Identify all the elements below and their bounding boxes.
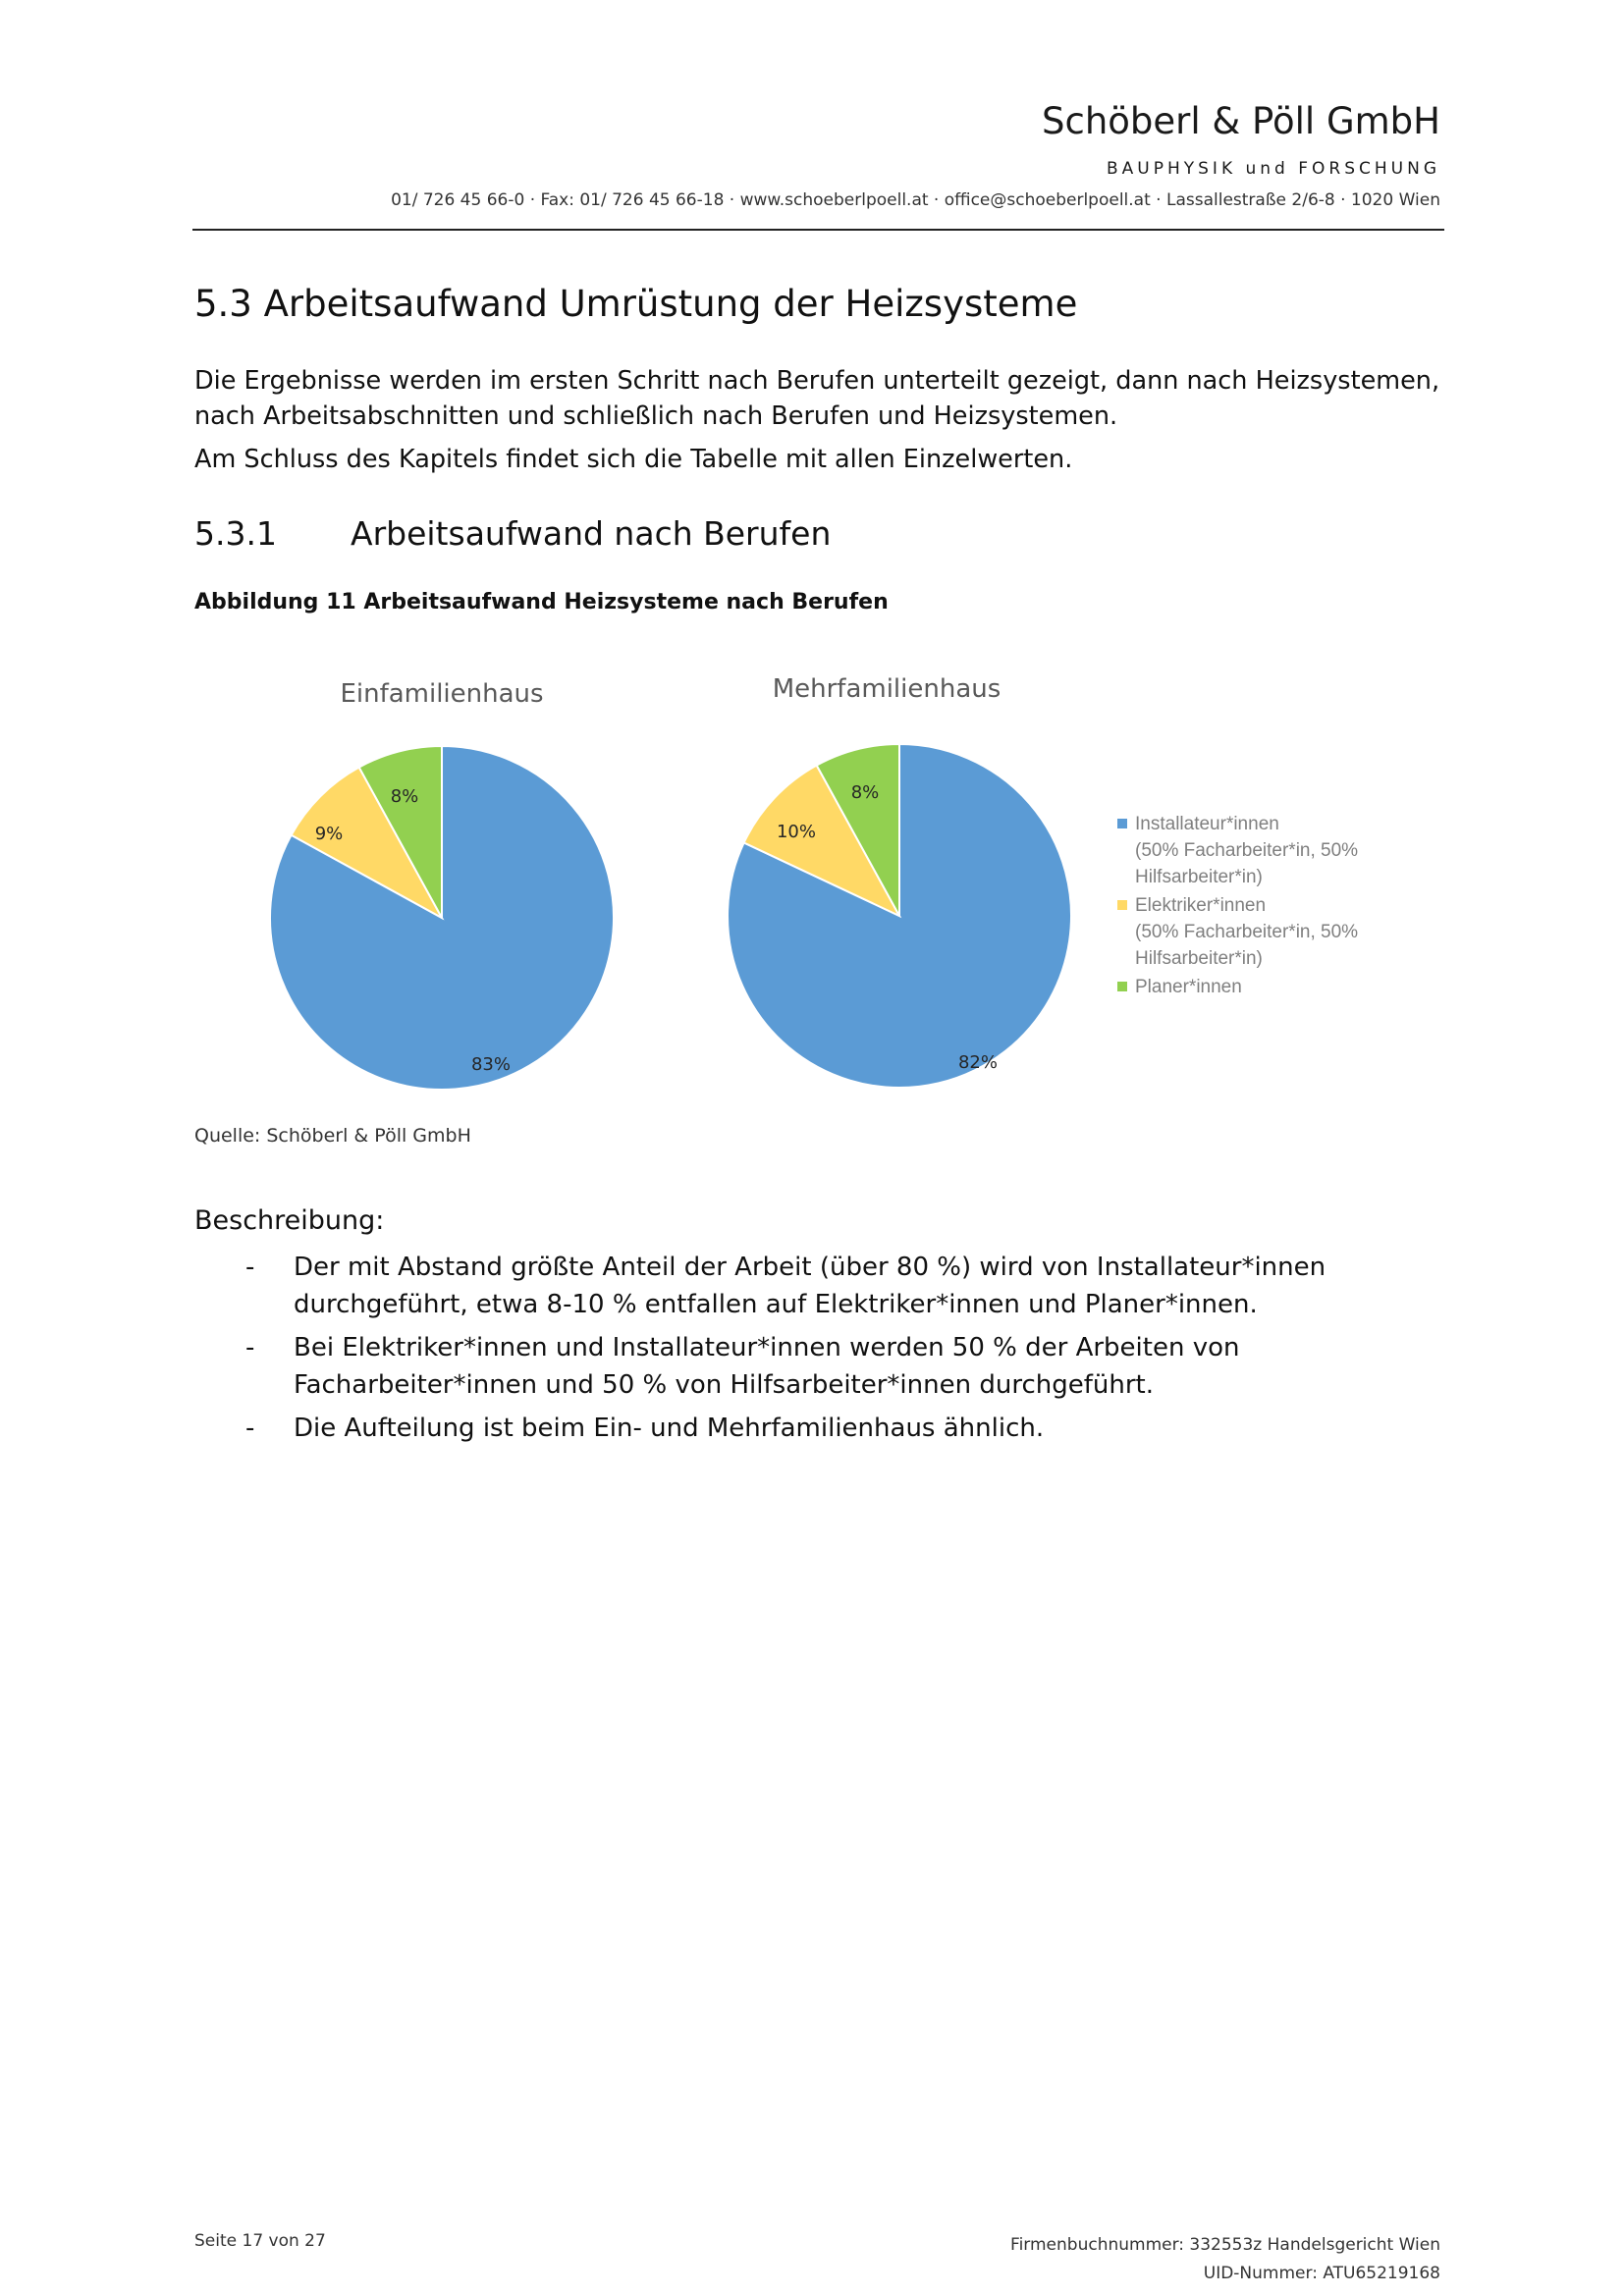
- list-item: [194, 1329, 1373, 1404]
- legend-swatch: [1117, 982, 1127, 991]
- intro-paragraph-1: Die Ergebnisse werden im ersten Schritt nach Berufen unterteilt gezeigt, dann nach Heizsystemen, nach Arbeitsabschnitten und schließlich nach Berufen und Heizsystemen.: [194, 366, 1440, 431]
- legend-swatch: [1117, 900, 1127, 910]
- data-label: 10%: [776, 822, 817, 842]
- legend-label: Hilfsarbeiter*in): [1135, 867, 1263, 887]
- figure-source: Quelle: Schöberl & Pöll GmbH: [194, 1125, 471, 1147]
- list-dash: -: [245, 1333, 255, 1362]
- list-item-text: Bei Elektriker*innen und Installateur*innen werden 50 % der Arbeiten von Facharbeiter*innen und 50 % von Hilfsarbeiter*innen durchgeführt.: [294, 1333, 1240, 1400]
- figure-caption: Abbildung 11 Arbeitsaufwand Heizsysteme nach Berufen: [194, 590, 889, 614]
- section-title: 5.3 Arbeitsaufwand Umrüstung der Heizsysteme: [194, 283, 1078, 325]
- list-dash: -: [245, 1253, 255, 1282]
- data-label: 82%: [957, 1052, 999, 1073]
- legend-label: Planer*innen: [1135, 977, 1242, 997]
- header-divider: [192, 229, 1444, 231]
- data-label: 83%: [470, 1054, 512, 1075]
- uid-number: UID-Nummer: ATU65219168: [1203, 2264, 1440, 2283]
- data-label: 9%: [314, 824, 344, 844]
- list-item-text: Der mit Abstand größte Anteil der Arbeit (über 80 %) wird von Installateur*innen durchgeführt, etwa 8-10 % entfallen auf Elektriker*innen und Planer*innen.: [294, 1253, 1326, 1319]
- legend-swatch: [1117, 819, 1127, 828]
- legend-label: Installateur*innen: [1135, 814, 1279, 834]
- data-label: 8%: [850, 782, 880, 803]
- chart-title: Mehrfamilienhaus: [772, 674, 1001, 704]
- contact-line: 01/ 726 45 66-0 · Fax: 01/ 726 45 66-18 · www.schoeberlpoell.at · office@schoeberlpoell.at · Lassallestraße 2/6-8 · 1020 Wien: [391, 190, 1440, 210]
- list-dash: -: [245, 1414, 255, 1443]
- company-register: Firmenbuchnummer: 332553z Handelsgericht Wien: [1010, 2235, 1440, 2255]
- page-number: Seite 17 von 27: [194, 2231, 326, 2251]
- list-item-text: Die Aufteilung ist beim Ein- und Mehrfamilienhaus ähnlich.: [294, 1414, 1045, 1443]
- description-title: Beschreibung:: [194, 1205, 385, 1236]
- description-list: [194, 1249, 1373, 1453]
- chart-title: Einfamilienhaus: [340, 679, 544, 709]
- company-tagline: BAUPHYSIK und FORSCHUNG: [1106, 159, 1440, 179]
- intro-text: [194, 363, 1451, 485]
- list-item: [194, 1410, 1373, 1447]
- footer-company-info: [1010, 2231, 1440, 2288]
- legend-label: (50% Facharbeiter*in, 50%: [1135, 922, 1359, 942]
- legend-label: Elektriker*innen: [1135, 895, 1267, 916]
- company-name: Schöberl & Pöll GmbH: [1041, 100, 1440, 142]
- pie-chart-figure: [226, 653, 1443, 1104]
- subsection-title: Arbeitsaufwand nach Berufen: [351, 514, 832, 553]
- subsection-number: 5.3.1: [194, 514, 277, 553]
- legend-label: (50% Facharbeiter*in, 50%: [1135, 840, 1359, 861]
- list-item: [194, 1249, 1373, 1323]
- legend-label: Hilfsarbeiter*in): [1135, 948, 1263, 969]
- data-label: 8%: [390, 786, 419, 807]
- intro-paragraph-2: Am Schluss des Kapitels findet sich die Tabelle mit allen Einzelwerten.: [194, 445, 1073, 474]
